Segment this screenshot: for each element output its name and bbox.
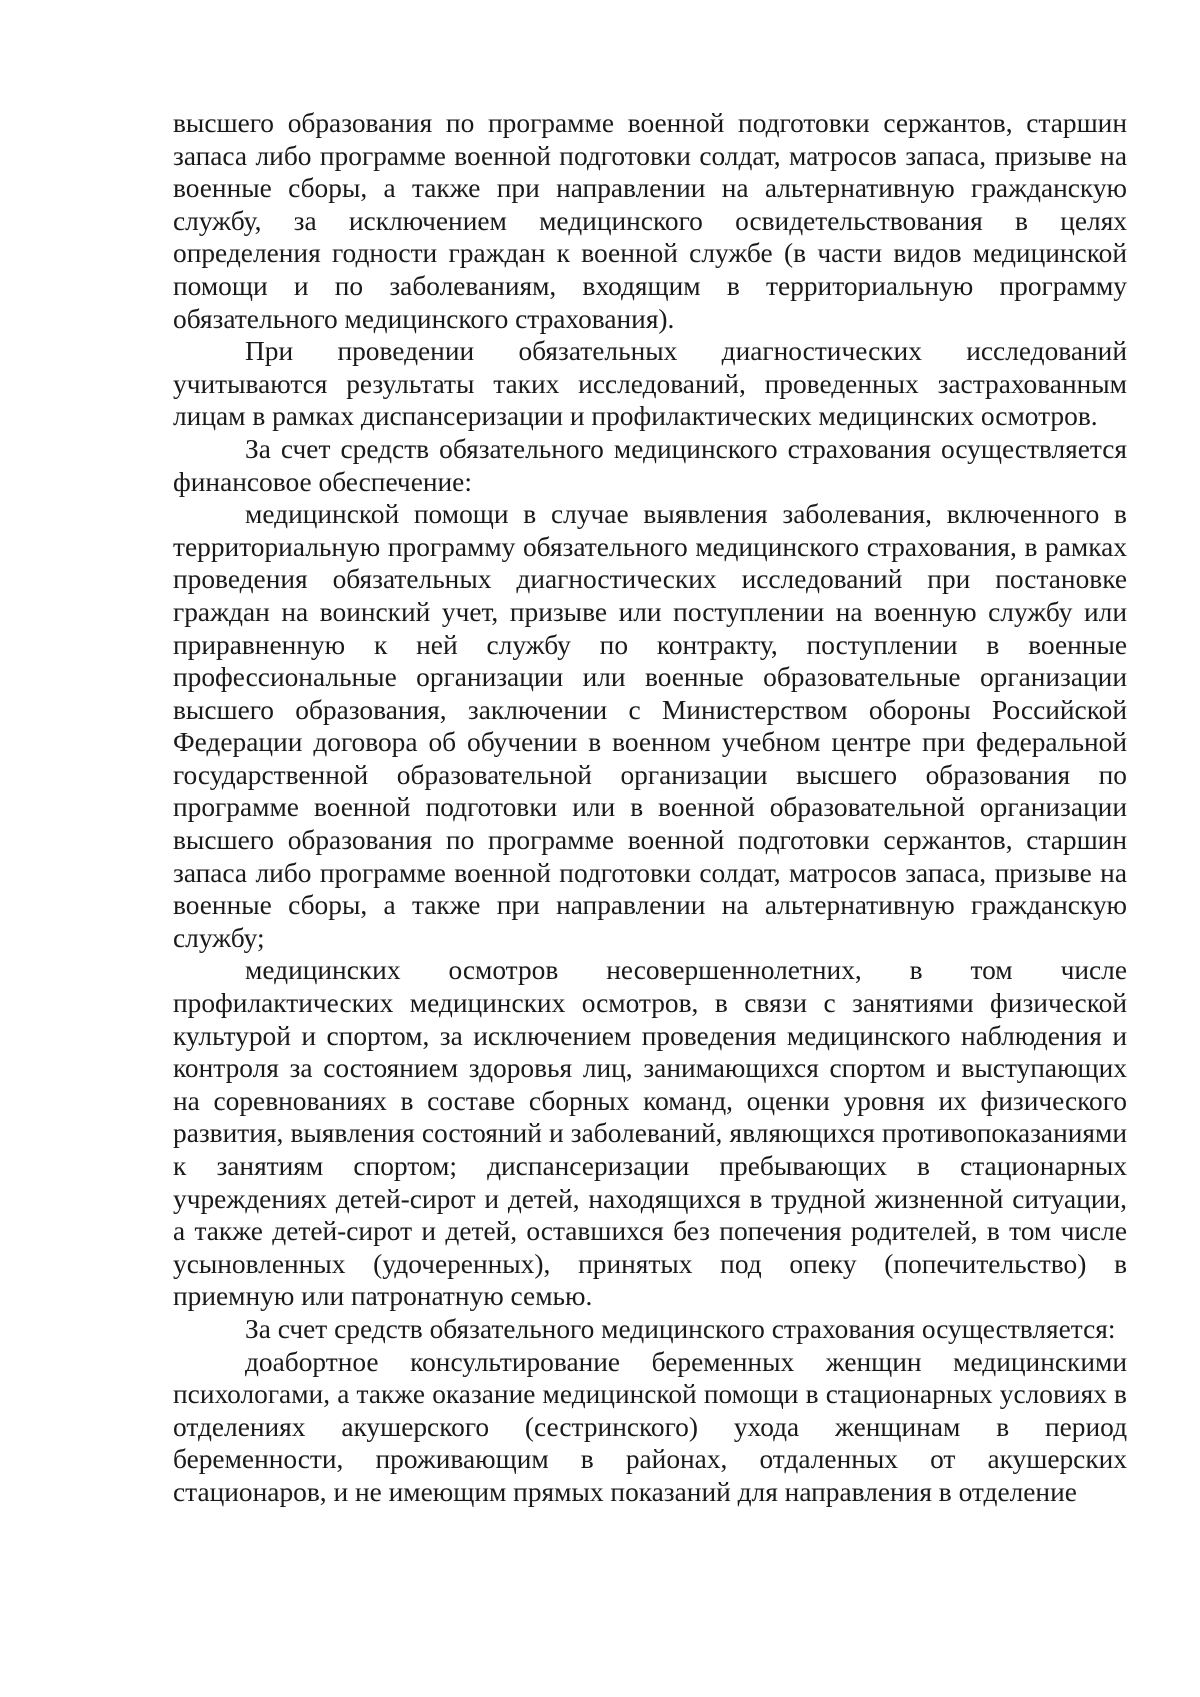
paragraph-2: При проведении обязательных диагностических исследований учитываются результаты таких исследований, проведенных застрахованным лицам в рамках диспансеризации и профилактических медицинских осмотров. [173,336,1127,432]
paragraph-4: медицинской помощи в случае выявления заболевания, включенного в территориальную программу обязательного медицинского страхования, в рамках проведения обязательных диагностических исследований при постановке граждан на воинский учет, призыве или поступлении на военную службу или приравненную к ней службу по контракту, поступлении в военные профессиональные организации или военные образовательные организации высшего образования, заключении с Министерством обороны Российской Федерации договора об обучении в военном учебном центре при федеральной государственной образовательной организации высшего образования по программе военной подготовки или в военной образовательной организации высшего образования по программе военной подготовки сержантов, старшин запаса либо программе военной подготовки солдат, матросов запаса, призыве на военные сборы, а также при направлении на альтернативную гражданскую службу; [173,499,1127,953]
paragraph-1: высшего образования по программе военной подготовки сержантов, старшин запаса либо программе военной подготовки солдат, матросов запаса, призыве на военные сборы, а также при направлении на альтернативную гражданскую службу, за исключением медицинского освидетельствования в целях определения годности граждан к военной службе (в части видов медицинской помощи и по заболеваниям, входящим в территориальную программу обязательного медицинского страхования). [173,108,1127,334]
paragraph-3: За счет средств обязательного медицинского страхования осуществляется финансовое обеспечение: [173,433,1127,497]
paragraph-6: За счет средств обязательного медицинского страхования осуществляется: [245,1313,1116,1344]
paragraph-5: медицинских осмотров несовершеннолетних, в том числе профилактических медицинских осмотров, в связи с занятиями физической культурой и спортом, за исключением проведения медицинского наблюдения и контроля за состоянием здоровья лиц, занимающихся спортом и выступающих на соревнованиях в составе сборных команд, оценки уровня их физического развития, выявления состояний и заболеваний, являющихся противопоказаниями к занятиям спортом; диспансеризации пребывающих в стационарных учреждениях детей-сирот и детей, находящихся в трудной жизненной ситуации, а также детей-сирот и детей, оставшихся без попечения родителей, в том числе усыновленных (удочеренных), принятых под опеку (попечительство) в приемную или патронатную семью. [173,955,1127,1312]
document-page [173,107,1127,1509]
paragraph-7: доабортное консультирование беременных женщин медицинскими психологами, а также оказание медицинской помощи в стационарных условиях в отделениях акушерского (сестринского) ухода женщинам в период беременности, проживающим в районах, отдаленных от акушерских стационаров, и не имеющим прямых показаний для направления в отделение [173,1346,1127,1507]
